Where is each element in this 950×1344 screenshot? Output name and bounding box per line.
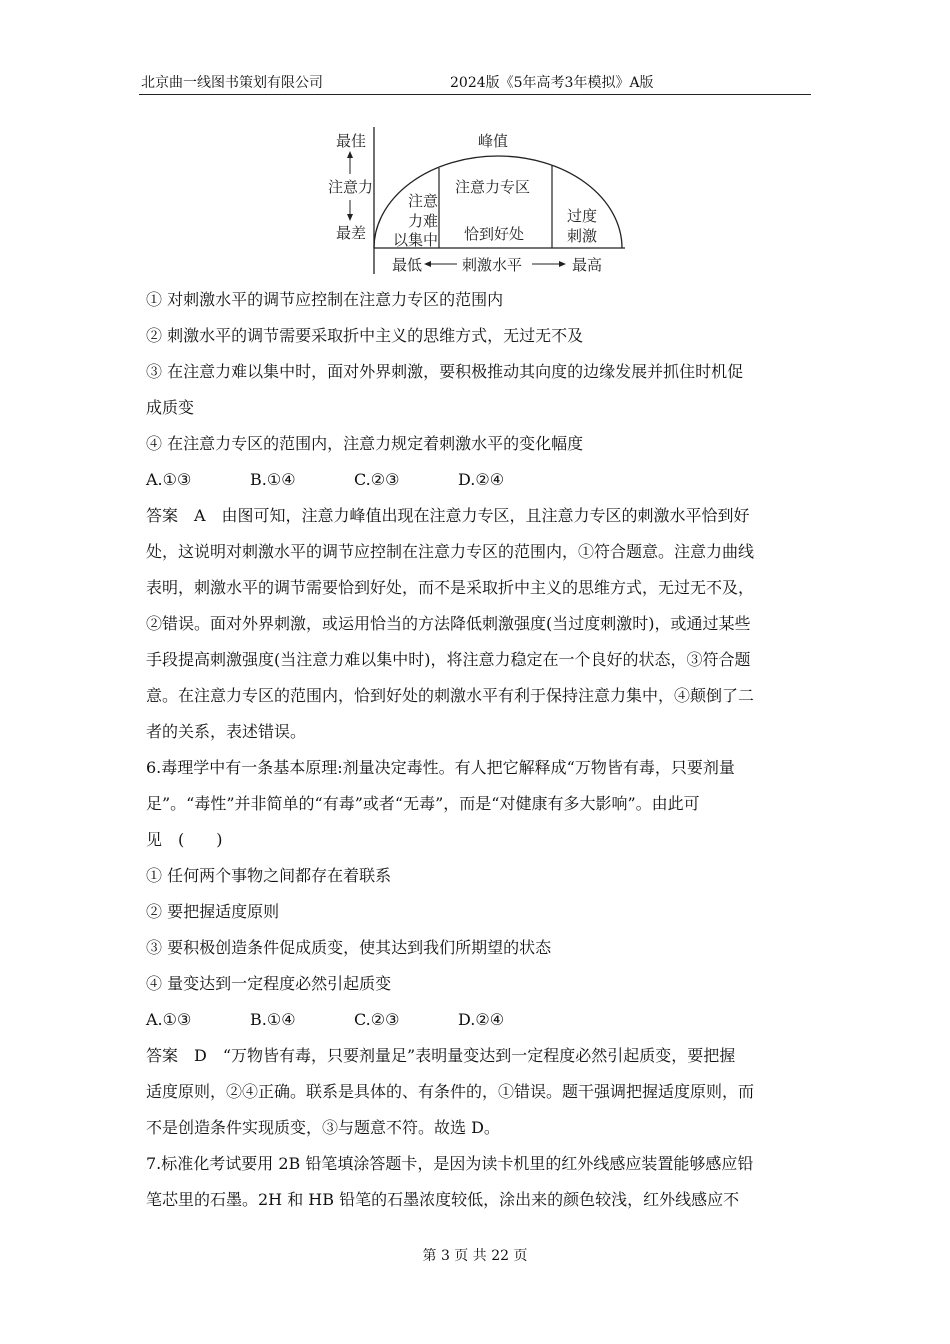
x-high-label: 最高 bbox=[572, 256, 603, 274]
q6-option-1: ① 任何两个事物之间都存在着联系 bbox=[146, 866, 392, 885]
x-arrow-right-head bbox=[559, 261, 566, 267]
book-title: 2024版《5年高考3年模拟》A版 bbox=[450, 75, 654, 91]
q6-choice-b: B.①④ bbox=[250, 1010, 296, 1029]
q5-option-2: ② 刺激水平的调节需要采取折中主义的思维方式，无过无不及 bbox=[146, 326, 584, 345]
x-low-label: 最低 bbox=[392, 256, 423, 274]
region-left-line2: 力难 bbox=[408, 212, 439, 230]
q5-choice-a: A.①③ bbox=[146, 470, 192, 489]
region-center-top: 注意力专区 bbox=[455, 178, 531, 196]
page-number: 第 3 页 共 22 页 bbox=[422, 1248, 528, 1264]
q5-choice-b: B.①④ bbox=[250, 470, 296, 489]
y-top-label: 最佳 bbox=[336, 132, 367, 150]
q6-answer-line: 答案 D “万物皆有毒，只要剂量足”表明量变达到一定程度必然引起质变，要把握 bbox=[146, 1046, 736, 1065]
x-arrow-left-head bbox=[424, 261, 431, 267]
q7-stem-line: 7.标准化考试要用 2B 铅笔填涂答题卡，是因为读卡机里的红外线感应装置能够感应铅 bbox=[146, 1154, 754, 1173]
q5-answer-line: ②错误。面对外界刺激，或运用恰当的方法降低刺激强度(当过度刺激时)，或通过某些 bbox=[146, 614, 751, 633]
q6-stem-line: 足”。“毒性”并非简单的“有毒”或者“无毒”，而是“对健康有多大影响”。由此可 bbox=[146, 794, 700, 813]
q5-choice-c: C.②③ bbox=[354, 470, 400, 489]
q6-choice-a: A.①③ bbox=[146, 1010, 192, 1029]
q6-choice-d: D.②④ bbox=[458, 1010, 505, 1029]
q5-choices bbox=[146, 462, 806, 498]
y-arrow-down-head bbox=[347, 214, 353, 221]
q5-answer-line: 者的关系，表述错误。 bbox=[146, 722, 307, 741]
q6-choices bbox=[146, 1002, 806, 1038]
q6-option-4: ④ 量变达到一定程度必然引起质变 bbox=[146, 974, 392, 993]
q6-option-3: ③ 要积极创造条件促成质变，使其达到我们所期望的状态 bbox=[146, 938, 552, 957]
q5-option-1: ① 对刺激水平的调节应控制在注意力专区的范围内 bbox=[146, 290, 504, 309]
q6-stem-line: 见 ( ) bbox=[146, 830, 223, 849]
q5-answer-line: 意。在注意力专区的范围内，恰到好处的刺激水平有利于保持注意力集中，④颠倒了二 bbox=[146, 686, 755, 705]
q5-choice-d: D.②④ bbox=[458, 470, 505, 489]
region-left-line3: 以集中 bbox=[393, 231, 439, 249]
q5-option-4: ④ 在注意力专区的范围内，注意力规定着刺激水平的变化幅度 bbox=[146, 434, 584, 453]
page-content bbox=[146, 282, 806, 1218]
region-right-line2: 刺激 bbox=[567, 227, 598, 245]
q5-answer-line: 答案 A 由图可知，注意力峰值出现在注意力专区，且注意力专区的刺激水平恰到好 bbox=[146, 506, 750, 525]
attention-diagram bbox=[322, 124, 632, 280]
q6-option-2: ② 要把握适度原则 bbox=[146, 902, 280, 921]
region-center-bottom: 恰到好处 bbox=[464, 225, 525, 243]
q5-option-3: ③ 在注意力难以集中时，面对外界刺激，要积极推动其向度的边缘发展并抓住时机促 bbox=[146, 362, 744, 381]
page-header bbox=[139, 72, 811, 95]
y-arrow-up-head bbox=[347, 151, 353, 158]
region-left-line1: 注意 bbox=[408, 192, 439, 210]
y-mid-label: 注意力 bbox=[328, 178, 374, 196]
q6-stem-line: 6.毒理学中有一条基本原理:剂量决定毒性。有人把它解释成“万物皆有毒，只要剂量 bbox=[146, 758, 735, 777]
publisher-name: 北京曲一线图书策划有限公司 bbox=[141, 75, 323, 91]
q5-answer-line: 处，这说明对刺激水平的调节应控制在注意力专区的范围内，①符合题意。注意力曲线 bbox=[146, 542, 755, 561]
q6-choice-c: C.②③ bbox=[354, 1010, 400, 1029]
y-bottom-label: 最差 bbox=[336, 224, 367, 242]
region-right-line1: 过度 bbox=[567, 207, 598, 225]
peak-label: 峰值 bbox=[478, 132, 509, 150]
q6-answer-line: 不是创造条件实现质变，③与题意不符。故选 D。 bbox=[146, 1118, 500, 1137]
q7-stem-line: 笔芯里的石墨。2H 和 HB 铅笔的石墨浓度较低，涂出来的颜色较浅，红外线感应不 bbox=[146, 1190, 740, 1209]
q5-option-3-cont: 成质变 bbox=[146, 398, 195, 417]
x-axis-label: 刺激水平 bbox=[462, 256, 523, 274]
q5-answer-line: 表明，刺激水平的调节需要恰到好处，而不是采取折中主义的思维方式，无过无不及， bbox=[146, 578, 755, 597]
q5-answer-line: 手段提高刺激强度(当注意力难以集中时)，将注意力稳定在一个良好的状态，③符合题 bbox=[146, 650, 751, 669]
q6-answer-line: 适度原则，②④正确。联系是具体的、有条件的，①错误。题干强调把握适度原则，而 bbox=[146, 1082, 755, 1101]
